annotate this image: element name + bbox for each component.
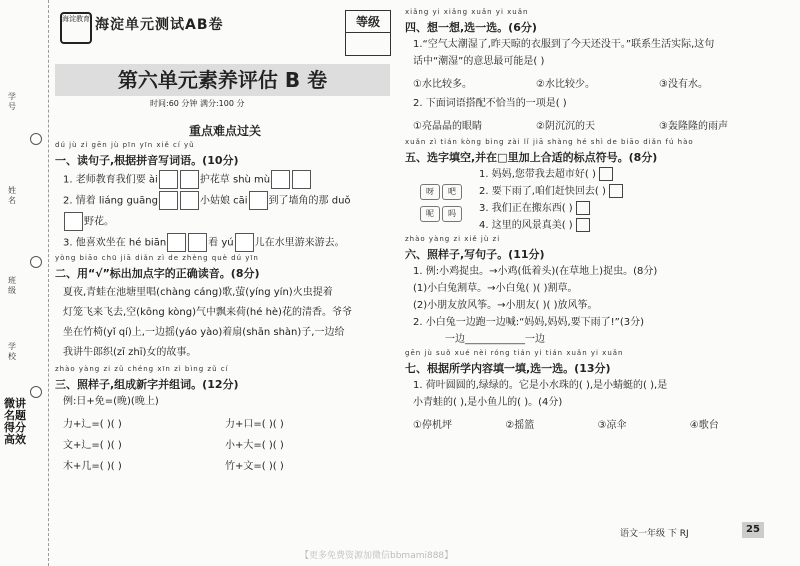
exam-meta: 时间:60 分钟 满分:100 分 <box>150 99 245 108</box>
pinyin: dú jù zi gēn jù pīn yīn xiě cí yǔ <box>55 141 195 149</box>
punct-box[interactable] <box>576 218 590 232</box>
question: 话中“潮湿”的意思最可能是( ) <box>413 56 545 67</box>
section-1-title: 一、读句子,根据拼音写词语。(10分) <box>55 154 239 167</box>
answer-box[interactable] <box>180 170 199 189</box>
subject-label: 语文一年级 下 RJ <box>620 529 689 539</box>
watermark: 【更多免费资源加微信bbmami888】 <box>300 551 454 561</box>
side-brand: 微讲名题 得分高效 <box>4 397 26 446</box>
section-5-title: 五、选字填空,并在□里加上合适的标点符号。(8分) <box>405 151 658 164</box>
right-column: xiǎng yi xiǎng xuǎn yi xuǎn 四、想一想,选一选。(6分) 1.“空气太潮湿了,昨天晾的衣服到了今天还没干。”联系生活实际,这句 话中“潮湿”的意思最可能是( ) ①水比较多。 ②水比较少。 ③没有水。 2. 下面词语搭配不恰当的一项是( ) ①亮晶晶的眼睛 ②阴沉沉的天 ③轰隆隆的雨声 xuǎn zì tián kòng bìng zài lǐ jiā shàng hé shì de biāo diǎn fú hào 五、选字填空,并在□里加上合适的标点符号。(8分) 呀 吧 呢 吗 1. 妈妈,您带我去超市好( ) 2. 要下雨了,咱们赶快回去( ) 3. 我们正在搬东西( ) 4. 这里的风景真美( ) zhào yàng zi xiě jù zi 六、照样子,写句子。(11分) 1. 例:小鸡捉虫。→小鸡(低着头)(在草地上)捉虫。(8分) (1)小白兔割草。→小白兔( )( )割草。 (2)小朋友放风筝。→小朋友( )( )放风筝。 2. 小白兔一边跑一边喊:“妈妈,妈妈,要下雨了!”(3分) 一边____________一边 gēn jù suǒ xué nèi róng tián yi tián xuǎn yi xuǎn 七、根据所学内容填一填,选一选。(13分) 1. 荷叶圆圆的,绿绿的。它是小水珠的( ),是小蜻蜓的( ),是 小青蛙的( ),是小鱼儿的( )。(4分) ①停机坪 ②摇篮 ③凉伞 ④歌台 <box>405 8 790 437</box>
section-banner: 重点难点过关 <box>188 124 261 138</box>
fill-questions: 1. 妈妈,您带我去超市好( ) 2. 要下雨了,咱们赶快回去( ) 3. 我们正在搬东西( ) 4. 这里的风景真美( ) <box>471 165 623 235</box>
section-4-title: 四、想一想,选一选。(6分) <box>405 21 537 34</box>
question: 2. 下面词语搭配不恰当的一项是( ) <box>413 98 567 109</box>
answer-box[interactable] <box>159 170 178 189</box>
passage: 夏夜,青蛙在池塘里唱(chàng cáng)歌,萤(yíng yín)火虫提着 灯笼飞来飞去,空(kōng kòng)气中飘来荷(hé hè)花的清香。爷爷 坐在竹椅(yǐ qí)上,一边摇(yáo yào)着扇(shān shàn)子,一边给 我讲牛郎织(zī zhī)女的故事。 <box>63 287 352 358</box>
compose-row: 力+辶=( )( ) 力+口=( )( ) <box>63 419 284 430</box>
answer-box[interactable] <box>167 233 186 252</box>
logo-icon: 海淀教育 <box>60 12 92 44</box>
pinyin: gēn jù suǒ xué nèi róng tián yi tián xuǎn yi xuǎn <box>405 349 624 357</box>
question: 野花。 <box>63 212 395 231</box>
section-7-title: 七、根据所学内容填一填,选一选。(13分) <box>405 362 611 375</box>
options: ①水比较多。 ②水比较少。 ③没有水。 <box>413 79 708 90</box>
page-number: 25 <box>742 522 764 538</box>
punct-box[interactable] <box>576 201 590 215</box>
left-column <box>55 118 395 478</box>
answer-box[interactable] <box>292 170 311 189</box>
question: 2. 情着 liáng guāng 小姑娘 cāi 到了墙角的那 duǒ <box>63 191 395 210</box>
answer-box[interactable] <box>188 233 207 252</box>
section-2-title: 二、用“√”标出加点字的正确读音。(8分) <box>55 267 260 280</box>
grade-box <box>345 10 391 56</box>
grade-label: 等级 <box>346 11 390 33</box>
punct-box[interactable] <box>599 167 613 181</box>
pinyin: xiǎng yi xiǎng xuǎn yi xuǎn <box>405 8 529 16</box>
series-brand: 海淀单元测试AB卷 <box>95 17 224 33</box>
section-3-title: 三、照样子,组成新字并组词。(12分) <box>55 378 239 391</box>
answer-box[interactable] <box>249 191 268 210</box>
binding-margin <box>0 0 49 566</box>
answer-box[interactable] <box>271 170 290 189</box>
binding-hole <box>30 386 42 398</box>
punct-box[interactable] <box>609 184 623 198</box>
answer-box[interactable] <box>235 233 254 252</box>
compose-row: 文+辶=( )( ) 小+大=( )( ) <box>63 440 284 451</box>
question: 3. 他喜欢坐在 hé biān 看 yú 儿在水里游来游去。 <box>63 233 395 252</box>
binding-hole <box>30 133 42 145</box>
example: 例:日+免=(晚)(晚上) <box>63 396 159 407</box>
page-title: 第六单元素养评估 B 卷 <box>55 64 390 96</box>
pinyin: zhào yàng zi zǔ chéng xīn zì bìng zǔ cí <box>55 365 229 373</box>
pinyin: yòng biāo chū jiā diǎn zì de zhèng què dú yīn <box>55 254 259 262</box>
section-6-title: 六、照样子,写句子。(11分) <box>405 248 545 261</box>
question: 1. 老师教育我们要 ài 护花草 shù mù <box>63 170 395 189</box>
question: 1.“空气太潮湿了,昨天晾的衣服到了今天还没干。”联系生活实际,这句 <box>413 39 715 50</box>
answer-box[interactable] <box>64 212 83 231</box>
header <box>55 8 390 116</box>
options: ①亮晶晶的眼睛 ②阴沉沉的天 ③轰隆隆的雨声 <box>413 121 728 132</box>
pinyin: xuǎn zì tián kòng bìng zài lǐ jiā shàng hé shì de biāo diǎn fú hào <box>405 138 694 146</box>
binding-hole <box>30 256 42 268</box>
answer-box[interactable] <box>180 191 199 210</box>
class-label: 班级 <box>8 276 16 295</box>
compose-row: 木+几=( )( ) 竹+文=( )( ) <box>63 461 284 472</box>
student-id-label: 学号 <box>8 92 16 111</box>
options: ①停机坪 ②摇篮 ③凉伞 ④歌台 <box>413 420 719 431</box>
pinyin: zhào yàng zi xiě jù zi <box>405 235 501 243</box>
school-label: 学校 <box>8 342 16 361</box>
word-bank: 呀 吧 呢 吗 <box>419 165 471 235</box>
fill-block <box>419 165 790 235</box>
name-label: 姓名 <box>8 186 16 205</box>
answer-box[interactable] <box>159 191 178 210</box>
